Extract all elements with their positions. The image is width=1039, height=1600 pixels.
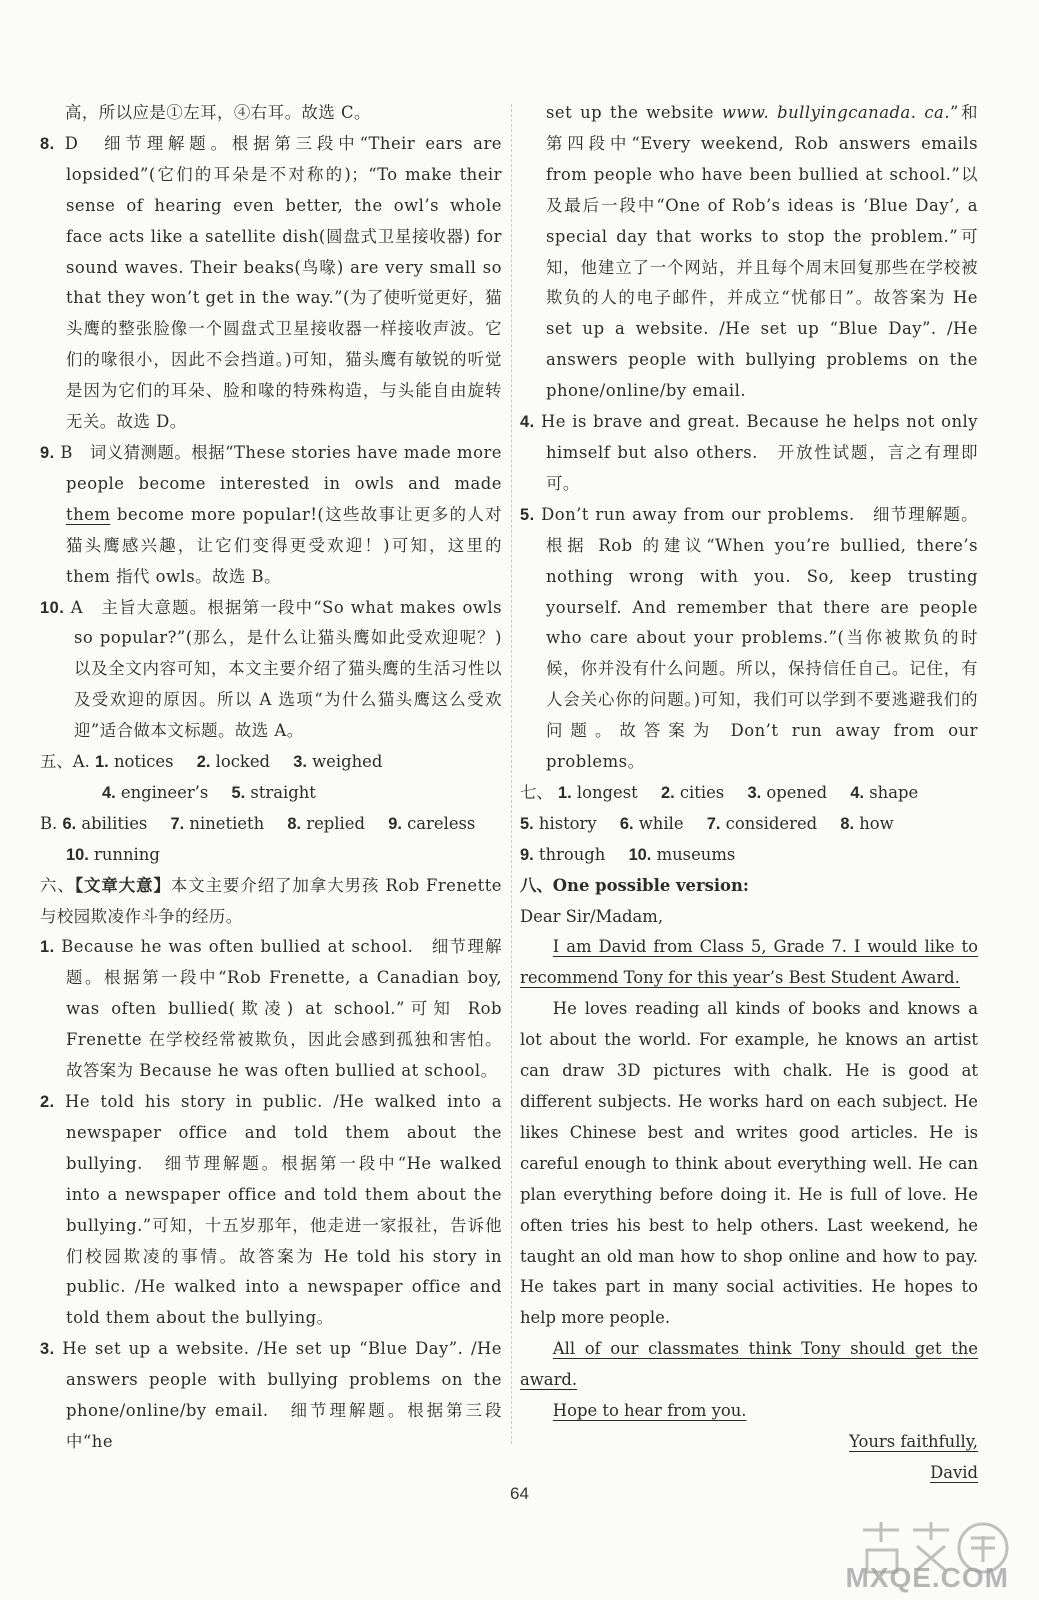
item-number: 1.: [558, 783, 572, 802]
answer-text: become more popular!(这些故事让更多的人对猫头鹰感兴趣，让它们变得更受欢迎！)可知，这里的 them 指代 owls。故选 B。: [66, 504, 502, 586]
underlined-word: them: [66, 504, 111, 524]
item-word: running: [94, 844, 160, 864]
watermark-text: MXQE.COM: [845, 1562, 1009, 1593]
item-number: 3.: [747, 783, 762, 802]
letter-hope: [520, 1396, 978, 1427]
item-word: through: [538, 844, 606, 864]
answer-number: 10.: [40, 598, 65, 617]
section-5-row-1: [40, 747, 502, 778]
left-column: [40, 98, 502, 1458]
summary-text: 本文主要介绍了加拿大男孩 Rob Frenette 与校园欺凌作斗争的经历。: [40, 875, 502, 926]
section-7-row-3: [520, 840, 978, 871]
item-word: straight: [250, 782, 316, 802]
answer-text: Because he was often bullied at school. 细节理解题。根据第一段中“Rob Frenette, a Canadian boy, was often bullied(欺凌) at school.”可知 Rob Frenette 在学校经常被欺负，因此会感到孤独和害怕。故答案为 Because he was often bullied at school。: [54, 937, 502, 1081]
item-number: 4.: [850, 783, 865, 802]
answer-text: set up the website: [546, 103, 722, 122]
answer-text: ”和第四段中“Every weekend, Rob answers emails from people who have been bullied at school.”以及最后一段中“One of Rob’s ideas is ‘Blue Day’, a special day that works to stop the problem.”可知，他建立了一个网站，并且每个周末回复那些在学校被欺负的人的电子邮件，并成立“忧郁日”。故答案为 He set up a website. /He set up “Blue Day”. /He answers people with bullying problems on the phone/online/by email.: [546, 103, 979, 401]
item-number: 8.: [840, 814, 855, 833]
item-number: 2.: [660, 783, 675, 802]
right-column: [520, 98, 978, 1489]
item-word: museums: [656, 844, 736, 864]
item-word: considered: [725, 813, 818, 833]
column-divider: [511, 104, 512, 1444]
item-word: while: [638, 813, 684, 833]
item-word: weighed: [312, 752, 383, 772]
section-8-label: 八、One possible version:: [520, 875, 749, 895]
answer-6-3: [40, 1334, 502, 1458]
section-label: 六、: [40, 875, 75, 895]
section-7-row-1: [520, 778, 978, 809]
item-number: 6.: [62, 814, 77, 833]
item-word: careless: [407, 813, 476, 833]
item-number: 7.: [706, 814, 721, 833]
item-word: replied: [306, 813, 365, 833]
answer-number: 9.: [40, 443, 55, 462]
answer-9: [40, 438, 502, 593]
answer-text: B 词义猜测题。根据“These stories have made more people become interested in owls and made: [54, 442, 502, 493]
item-number: 9.: [388, 814, 402, 833]
item-number: 4.: [102, 783, 116, 802]
section-5-row-4: [40, 840, 502, 871]
item-word: how: [859, 813, 894, 833]
item-word: ninetieth: [189, 813, 265, 833]
item-word: abilities: [81, 813, 148, 833]
page-number: 64: [510, 1484, 529, 1503]
item-word: notices: [113, 752, 174, 772]
answer-text: D 细节理解题。根据第三段中“Their ears are lopsided”(它们的耳朵是不对称的)；“To make their sense of hearing even better, the owl’s whole face acts like a satellite dish(圆盘式卫星接收器) for sound waves. Their beaks(鸟喙) are very small so that they won’t get in the way.”(为了使听觉更好，猫头鹰的整张脸像一个圆盘式卫星接收器一样接收声波。它们的喙很小，因此不会挡道。)可知，猫头鹰有敏锐的听觉是因为它们的耳朵、脸和喙的特殊构造，与头能自由旋转无关。故选 D。: [54, 133, 502, 432]
letter-signature-text: David: [930, 1462, 978, 1482]
item-word: opened: [766, 782, 828, 802]
item-number: 10.: [66, 845, 89, 864]
item-word: history: [538, 813, 597, 833]
section-7-row-2: [520, 809, 978, 840]
item-word: cities: [679, 782, 725, 802]
answer-8: [40, 129, 502, 438]
item-number: 2.: [196, 753, 211, 772]
item-word: shape: [869, 782, 919, 802]
website-url: www. bullyingcanada. ca.: [721, 103, 951, 122]
item-number: 6.: [619, 814, 634, 833]
item-number: 1.: [95, 753, 109, 772]
answer-text: He set up a website. /He set up “Blue Day”. /He answers people with bullying problems on the phone/online/by email. 细节理解题。根据第三段中“he: [54, 1339, 502, 1451]
item-word: longest: [576, 782, 638, 802]
section-label: 七、: [520, 782, 553, 802]
letter-greeting: Dear Sir/Madam,: [520, 906, 664, 926]
answer-number: 5.: [520, 505, 535, 524]
item-word: locked: [215, 752, 271, 772]
answer-text: Don’t run away from our problems. 细节理解题。根据 Rob 的建议“When you’re bullied, there’s nothing wrong with you. So, keep trusting yourself. And remember that there are people who care about your problems.”(当你被欺负的时候，你并没有什么问题。所以，保持信任自己。记住，有人会关心你的问题。)可知，我们可以学到不要逃避我们的问题。故答案为 Don’t run away from our problems。: [534, 504, 978, 772]
answer-text: He is brave and great. Because he helps not only himself but also others. 开放性试题，言之有理即可。: [534, 412, 978, 493]
answer-6-4: [520, 407, 978, 500]
item-number: 7.: [170, 814, 185, 833]
answer-text: He told his story in public. /He walked into a newspaper office and told them about the bullying. 细节理解题。根据第一段中“He walked into a newspaper office and told them about the bullying.”可知，十五岁那年，他走进一家报社，告诉他们校园欺凌的事情。故答案为 He told his story in public. /He walked into a newspaper office and told them about the bullying。: [54, 1092, 502, 1328]
letter-closing: [520, 1427, 978, 1458]
intro-paragraph: 高，所以应是①左耳，④右耳。故选 C。: [65, 103, 371, 122]
answer-6-3-continued: [520, 98, 978, 407]
item-word: engineer’s: [120, 782, 209, 802]
letter-closing-text: Yours faithfully,: [849, 1431, 978, 1451]
answer-number: 4.: [520, 413, 535, 432]
letter-opening: I am David from Class 5, Grade 7. I would like to recommend Tony for this year’s Best Student Award.: [520, 937, 978, 988]
letter-hope-text: Hope to hear from you.: [552, 1401, 747, 1421]
answer-number: 3.: [40, 1340, 55, 1359]
section-5-row-3: [40, 809, 502, 840]
section-5-row-2: [40, 778, 502, 809]
item-number: 9.: [520, 845, 534, 864]
answer-number: 8.: [40, 134, 55, 153]
letter-conclusion: All of our classmates think Tony should get the award.: [520, 1339, 978, 1390]
item-number: 8.: [287, 814, 302, 833]
answer-text: A 主旨大意题。根据第一段中“So what makes owls so popular?”(那么，是什么让猫头鹰如此受欢迎呢？)以及全文内容可知，本文主要介绍了猫头鹰的生活习性以及受欢迎的原因。所以 A 选项“为什么猫头鹰这么受欢迎”适合做本文标题。故选 A。: [64, 597, 502, 741]
answer-6-1: [40, 932, 502, 1087]
summary-tag: 【文章大意】: [74, 875, 171, 895]
section-label: 五、A.: [40, 752, 90, 772]
item-number: 5.: [231, 783, 246, 802]
answer-6-2: [40, 1087, 502, 1334]
answer-number: 2.: [40, 1093, 55, 1111]
answer-6-5: [520, 500, 978, 778]
item-number: 10.: [628, 845, 652, 864]
answer-number: 1.: [40, 938, 55, 957]
item-number: 3.: [293, 753, 307, 772]
letter-body: He loves reading all kinds of books and knows a lot about the world. For example, he knows an artist can draw 3D pictures with chalk. He is good at different subjects. He works hard on each subject. He likes Chinese best and writes good articles. He is careful enough to think about everything well. He can plan everything before doing it. He is full of love. He often tries his best to help others. Last weekend, he taught an old man how to shop online and how to pay. He takes part in many social activities. He hopes to help more people.: [520, 999, 978, 1328]
section-label: B.: [40, 813, 58, 833]
answer-10: [40, 593, 502, 748]
item-number: 5.: [520, 814, 534, 833]
section-6-summary: [40, 871, 502, 933]
